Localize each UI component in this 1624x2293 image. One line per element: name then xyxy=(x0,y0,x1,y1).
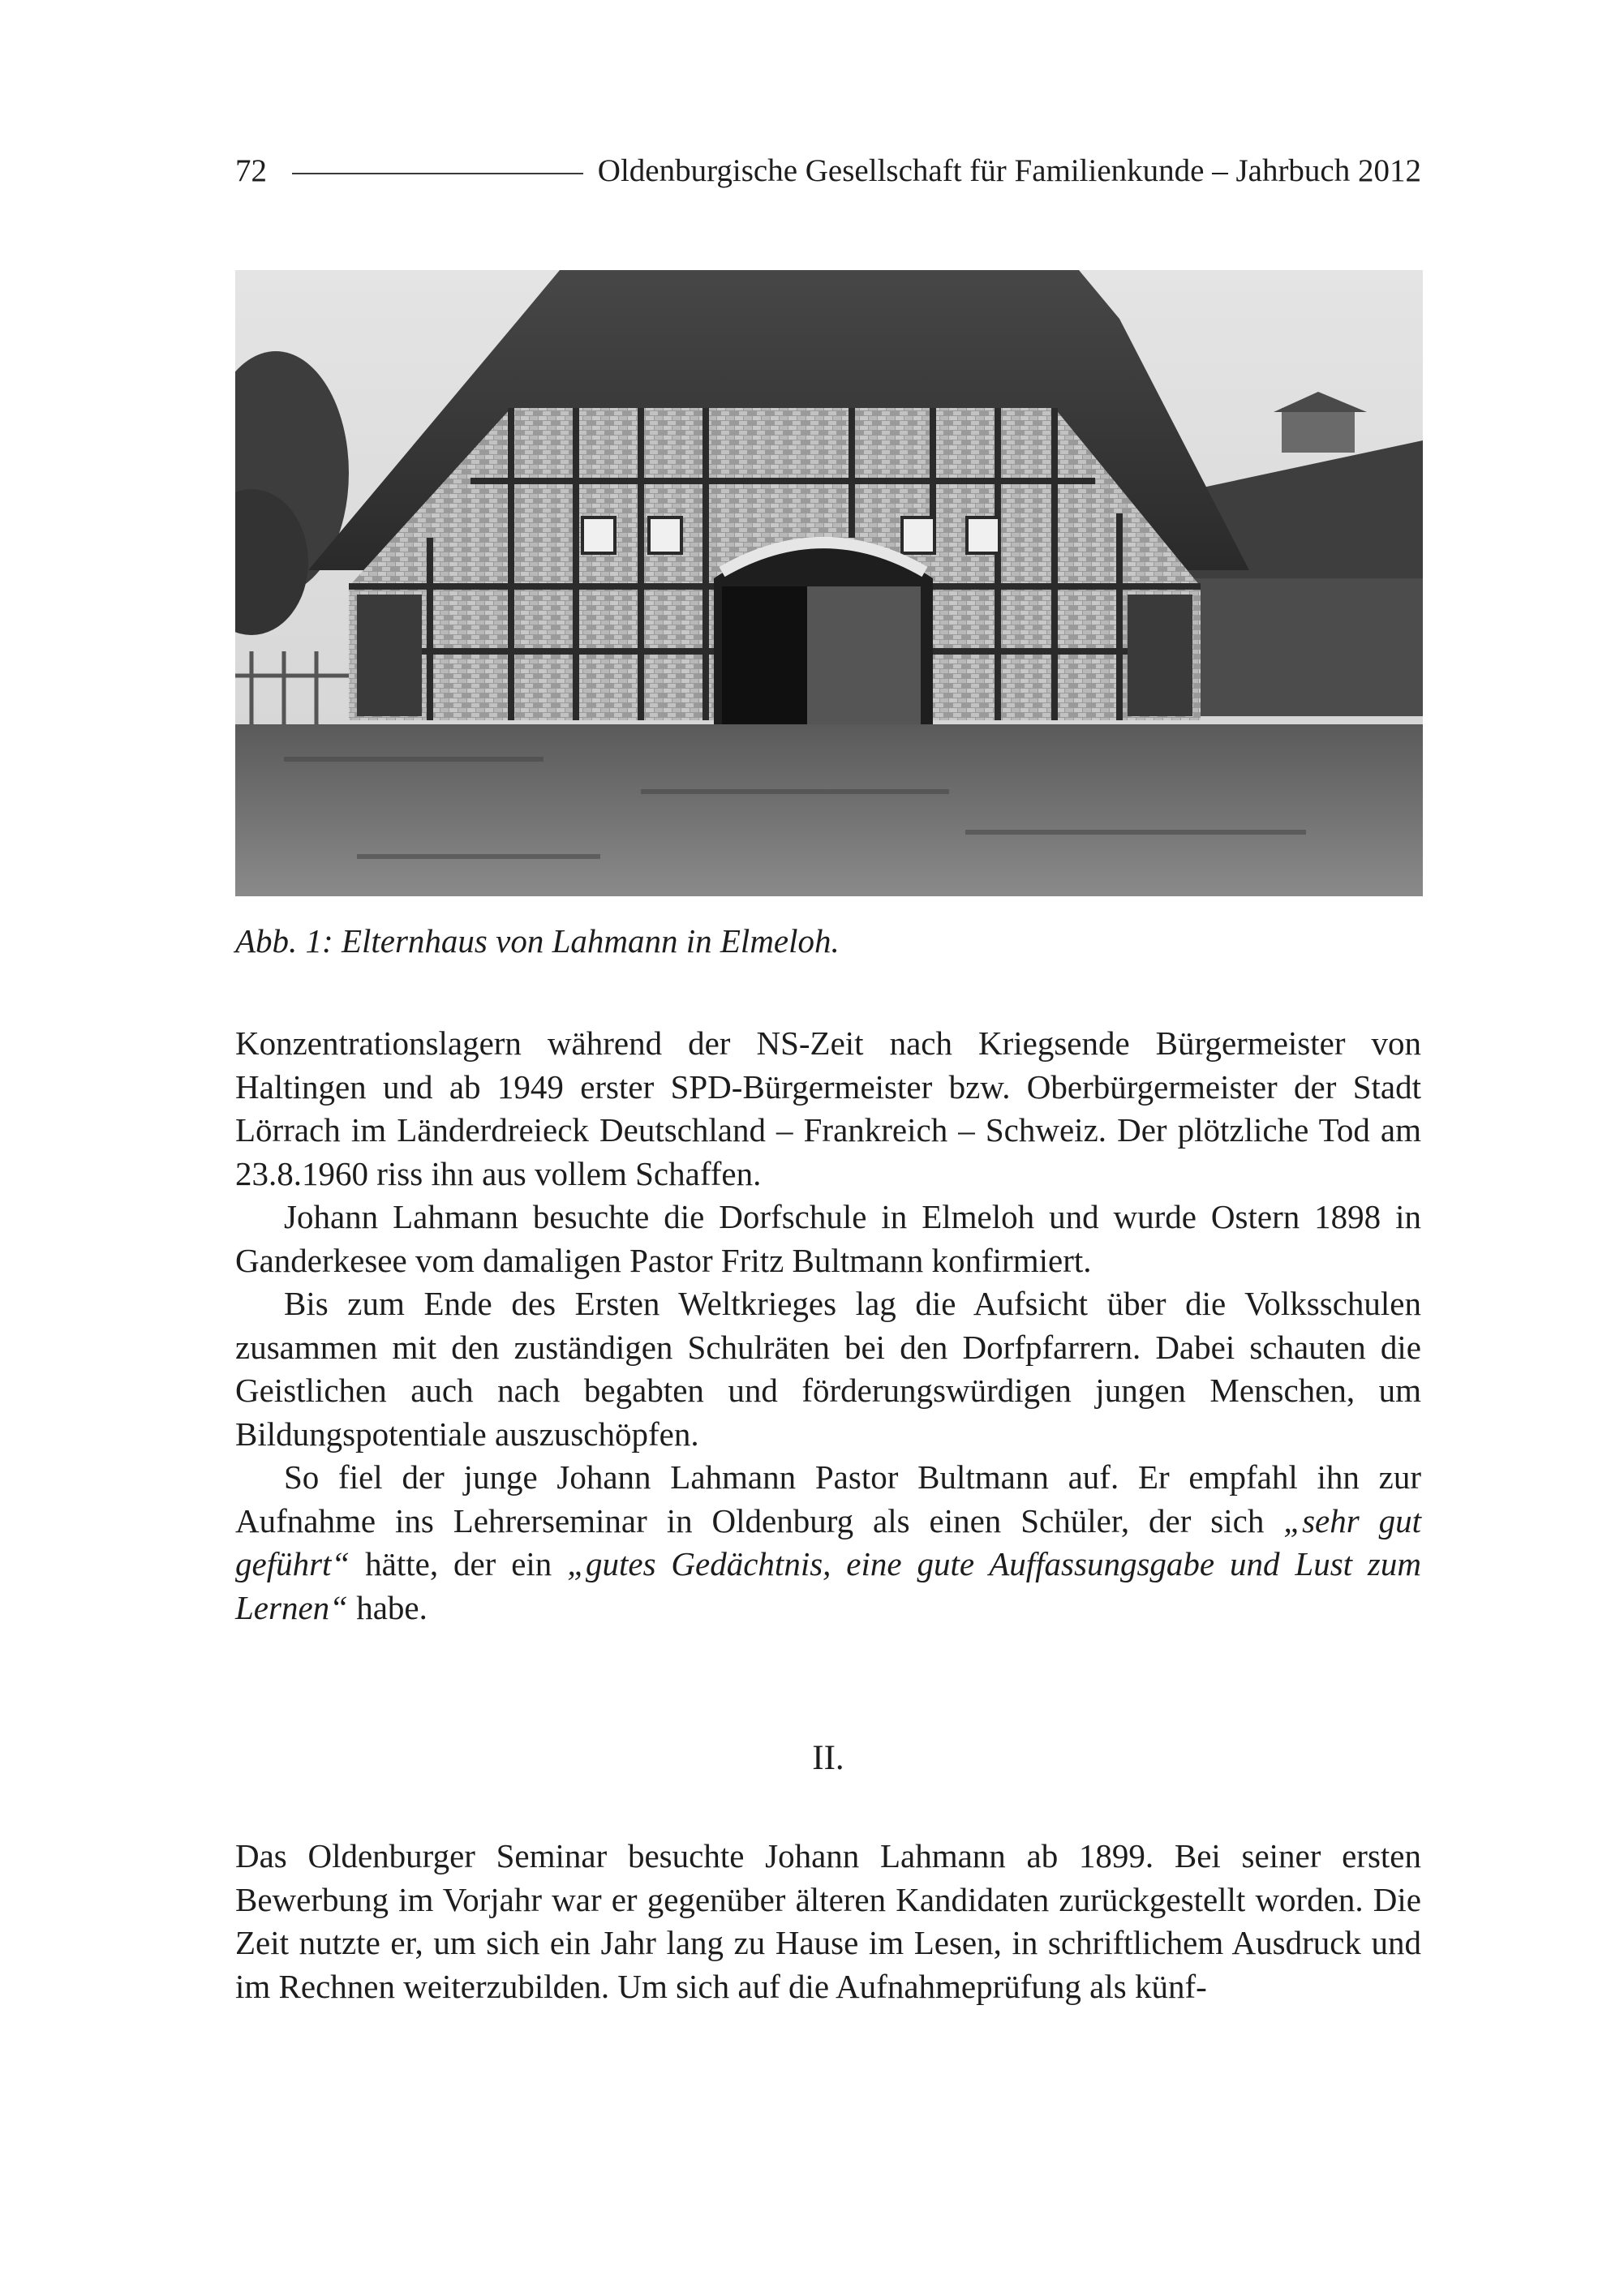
header-rule xyxy=(292,173,583,174)
section-heading: II. xyxy=(812,1739,844,1777)
text-run: hätte, der ein xyxy=(350,1545,568,1582)
farmhouse-photo xyxy=(235,270,1423,896)
quotation: „gutes Gedächtnis, eine gute Auffassungsgabe und Lust zum Lernen“ xyxy=(235,1545,1421,1626)
quotation: „sehr gut geführt“ xyxy=(235,1501,1421,1582)
body-text-block-2 xyxy=(235,1835,1421,2008)
paragraph xyxy=(235,1456,1421,1630)
text-run: Johann Lahmann besuchte die Dorfschule in Elmeloh und wurde Ostern 1898 in Ganderkesee vom damaligen Pastor Fritz Bultmann konfirmiert. xyxy=(235,1198,1421,1279)
paragraph xyxy=(235,1196,1421,1282)
paragraph xyxy=(235,1835,1421,2008)
journal-title: Oldenburgische Gesellschaft für Familienkunde – Jahrbuch 2012 xyxy=(597,152,1421,188)
paragraph xyxy=(235,1282,1421,1456)
figure-caption: Abb. 1: Elternhaus von Lahmann in Elmeloh. xyxy=(235,922,840,960)
running-head xyxy=(235,146,1421,195)
page-number: 72 xyxy=(235,152,267,188)
text-run: Bis zum Ende des Ersten Weltkrieges lag die Aufsicht über die Volksschulen zusammen mit den zuständigen Schulräten bei den Dorfpfarrern. Dabei schauten die Geistlichen auch nach begabten und förderungswürdigen jungen Menschen, um Bildungspotentiale auszuschöpfen. xyxy=(235,1285,1421,1453)
text-run: habe. xyxy=(347,1588,427,1626)
paragraph xyxy=(235,1022,1421,1196)
body-text-block-1 xyxy=(235,1022,1421,1630)
text-run: Konzentrationslagern während der NS-Zeit nach Kriegsende Bürgermeister von Haltingen und ab 1949 erster SPD-Bürgermeister bzw. Oberbürgermeister der Stadt Lörrach im Länderdreieck Deutschland – Frankreich – Schweiz. Der plötzliche Tod am 23.8.1960 riss ihn aus vollem Schaffen. xyxy=(235,1024,1421,1192)
text-run: So fiel der junge Johann Lahmann Pastor Bultmann auf. Er empfahl ihn zur Aufnahme ins Lehrerseminar in Oldenburg als einen Schüler, der sich xyxy=(235,1458,1421,1539)
text-run: Das Oldenburger Seminar besuchte Johann Lahmann ab 1899. Bei seiner ersten Bewerbung im Vorjahr war er gegenüber älteren Kandidaten zurückgestellt worden. Die Zeit nutzte er, um sich ein Jahr lang zu Hause im Lesen, in schriftlichem Ausdruck und im Rechnen weiterzubilden. Um sich auf die Aufnahmeprüfung als künf- xyxy=(235,1837,1421,2005)
